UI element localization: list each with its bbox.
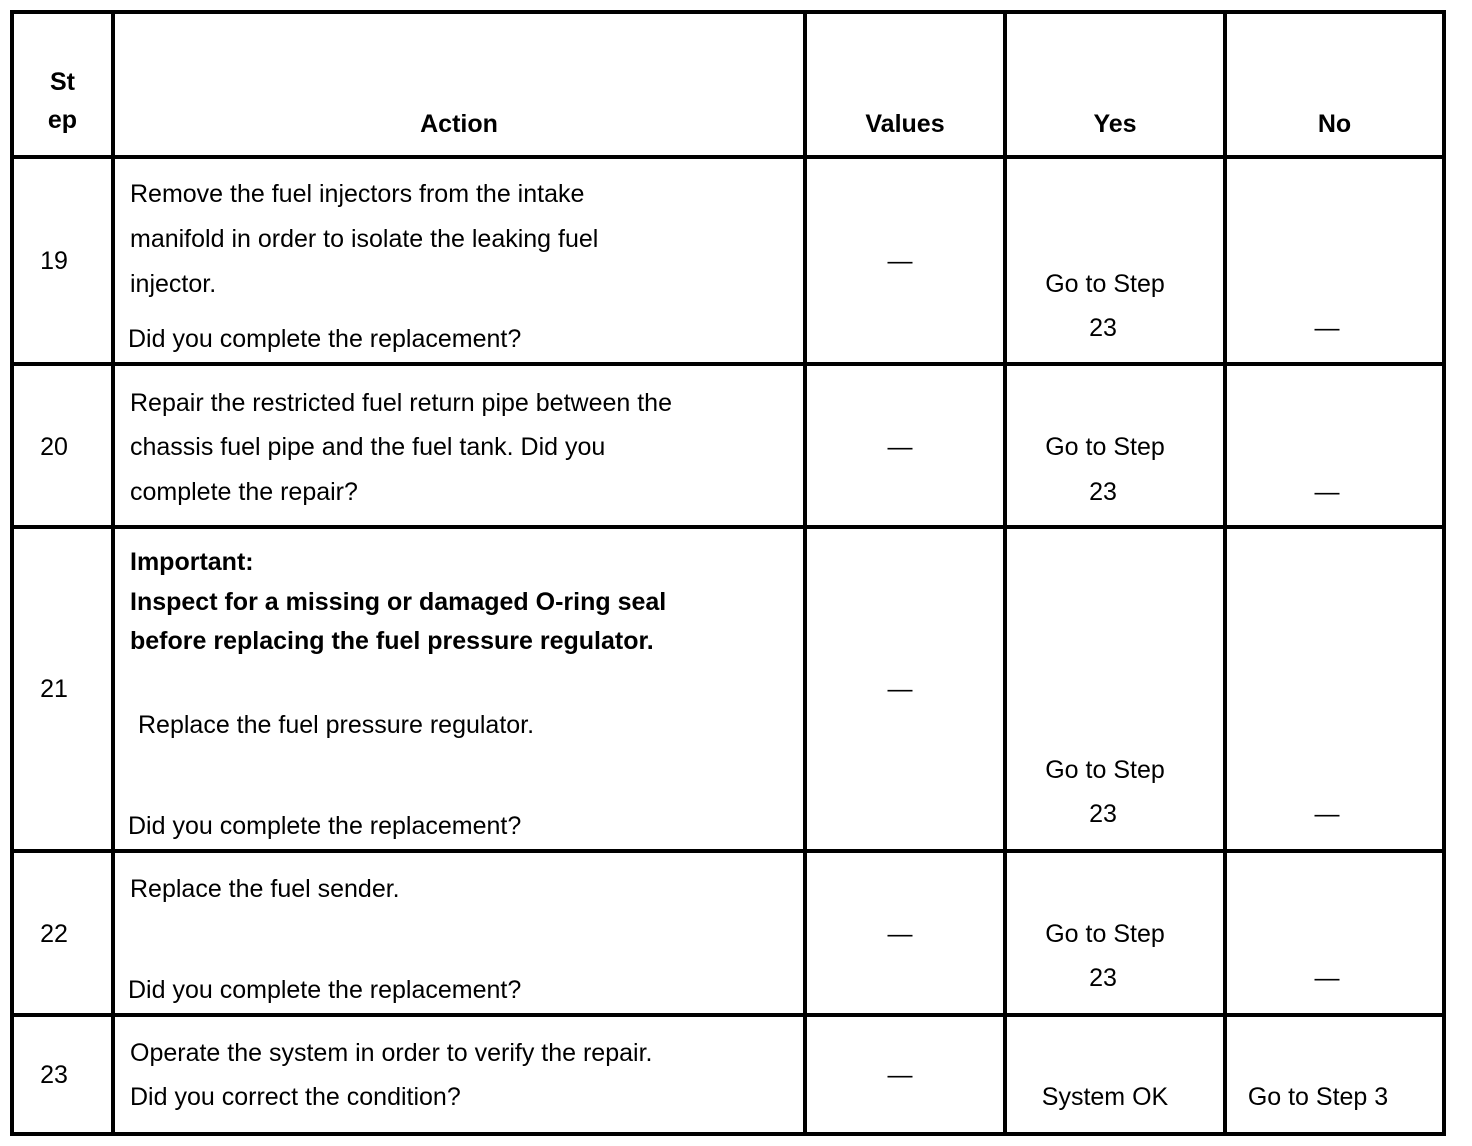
row-21-important-label: Important: — [130, 548, 254, 576]
row-22-values: — — [887, 920, 913, 948]
row-21-yes-line: 23 — [1089, 800, 1117, 828]
row-19-yes-line: 23 — [1089, 314, 1117, 342]
row-21-question: Did you complete the replacement? — [128, 812, 522, 840]
row-19-no: — — [1314, 314, 1340, 342]
row-22-question: Did you complete the replacement? — [128, 976, 522, 1004]
row-20-action-line: complete the repair? — [130, 478, 358, 506]
row-23-action-line: Operate the system in order to verify the repair. — [130, 1039, 653, 1067]
row-19-step: 19 — [40, 247, 68, 275]
row-23-no: Go to Step 3 — [1247, 1083, 1389, 1111]
row-22-step: 22 — [40, 920, 68, 948]
row-21-important-text: before replacing the fuel pressure regulator. — [130, 627, 654, 655]
row-21-values: — — [887, 675, 913, 703]
row-19-action-line: Remove the fuel injectors from the intake — [130, 180, 585, 208]
row-21-important-text: Inspect for a missing or damaged O-ring seal — [130, 588, 667, 616]
row-19-values: — — [887, 247, 913, 275]
row-20-yes-line: Go to Step — [1045, 433, 1165, 461]
row-19-action-line: injector. — [130, 270, 217, 298]
header-yes: Yes — [1093, 110, 1137, 138]
row-19-question: Did you complete the replacement? — [128, 325, 522, 353]
row-19-action-line: manifold in order to isolate the leaking fuel — [130, 225, 599, 253]
row-22-yes-line: 23 — [1089, 964, 1117, 992]
row-20-values: — — [887, 433, 913, 461]
row-20-action-line: Repair the restricted fuel return pipe between the — [130, 389, 672, 417]
row-20-action-line: chassis fuel pipe and the fuel tank. Did you — [130, 433, 606, 461]
row-22-no: — — [1314, 964, 1340, 992]
row-21-action-line: Replace the fuel pressure regulator. — [138, 711, 535, 739]
row-19-yes-line: Go to Step — [1045, 270, 1165, 298]
row-20-step: 20 — [40, 433, 68, 461]
row-23-action-line: Did you correct the condition? — [130, 1083, 461, 1111]
row-22-action-line: Replace the fuel sender. — [130, 875, 400, 903]
header-action: Action — [420, 110, 498, 138]
row-23-step: 23 — [40, 1061, 68, 1089]
row-22-yes-line: Go to Step — [1045, 920, 1165, 948]
row-20-yes-line: 23 — [1089, 478, 1117, 506]
header-step: St ep — [47, 68, 78, 134]
row-23-values: — — [887, 1061, 913, 1089]
row-21-yes-line: Go to Step — [1045, 756, 1165, 784]
row-23-yes: System OK — [1041, 1083, 1169, 1111]
header-no: No — [1317, 110, 1352, 138]
row-21-step: 21 — [40, 675, 68, 703]
row-20-no: — — [1314, 478, 1340, 506]
header-values: Values — [865, 110, 945, 138]
row-21-no: — — [1314, 800, 1340, 828]
